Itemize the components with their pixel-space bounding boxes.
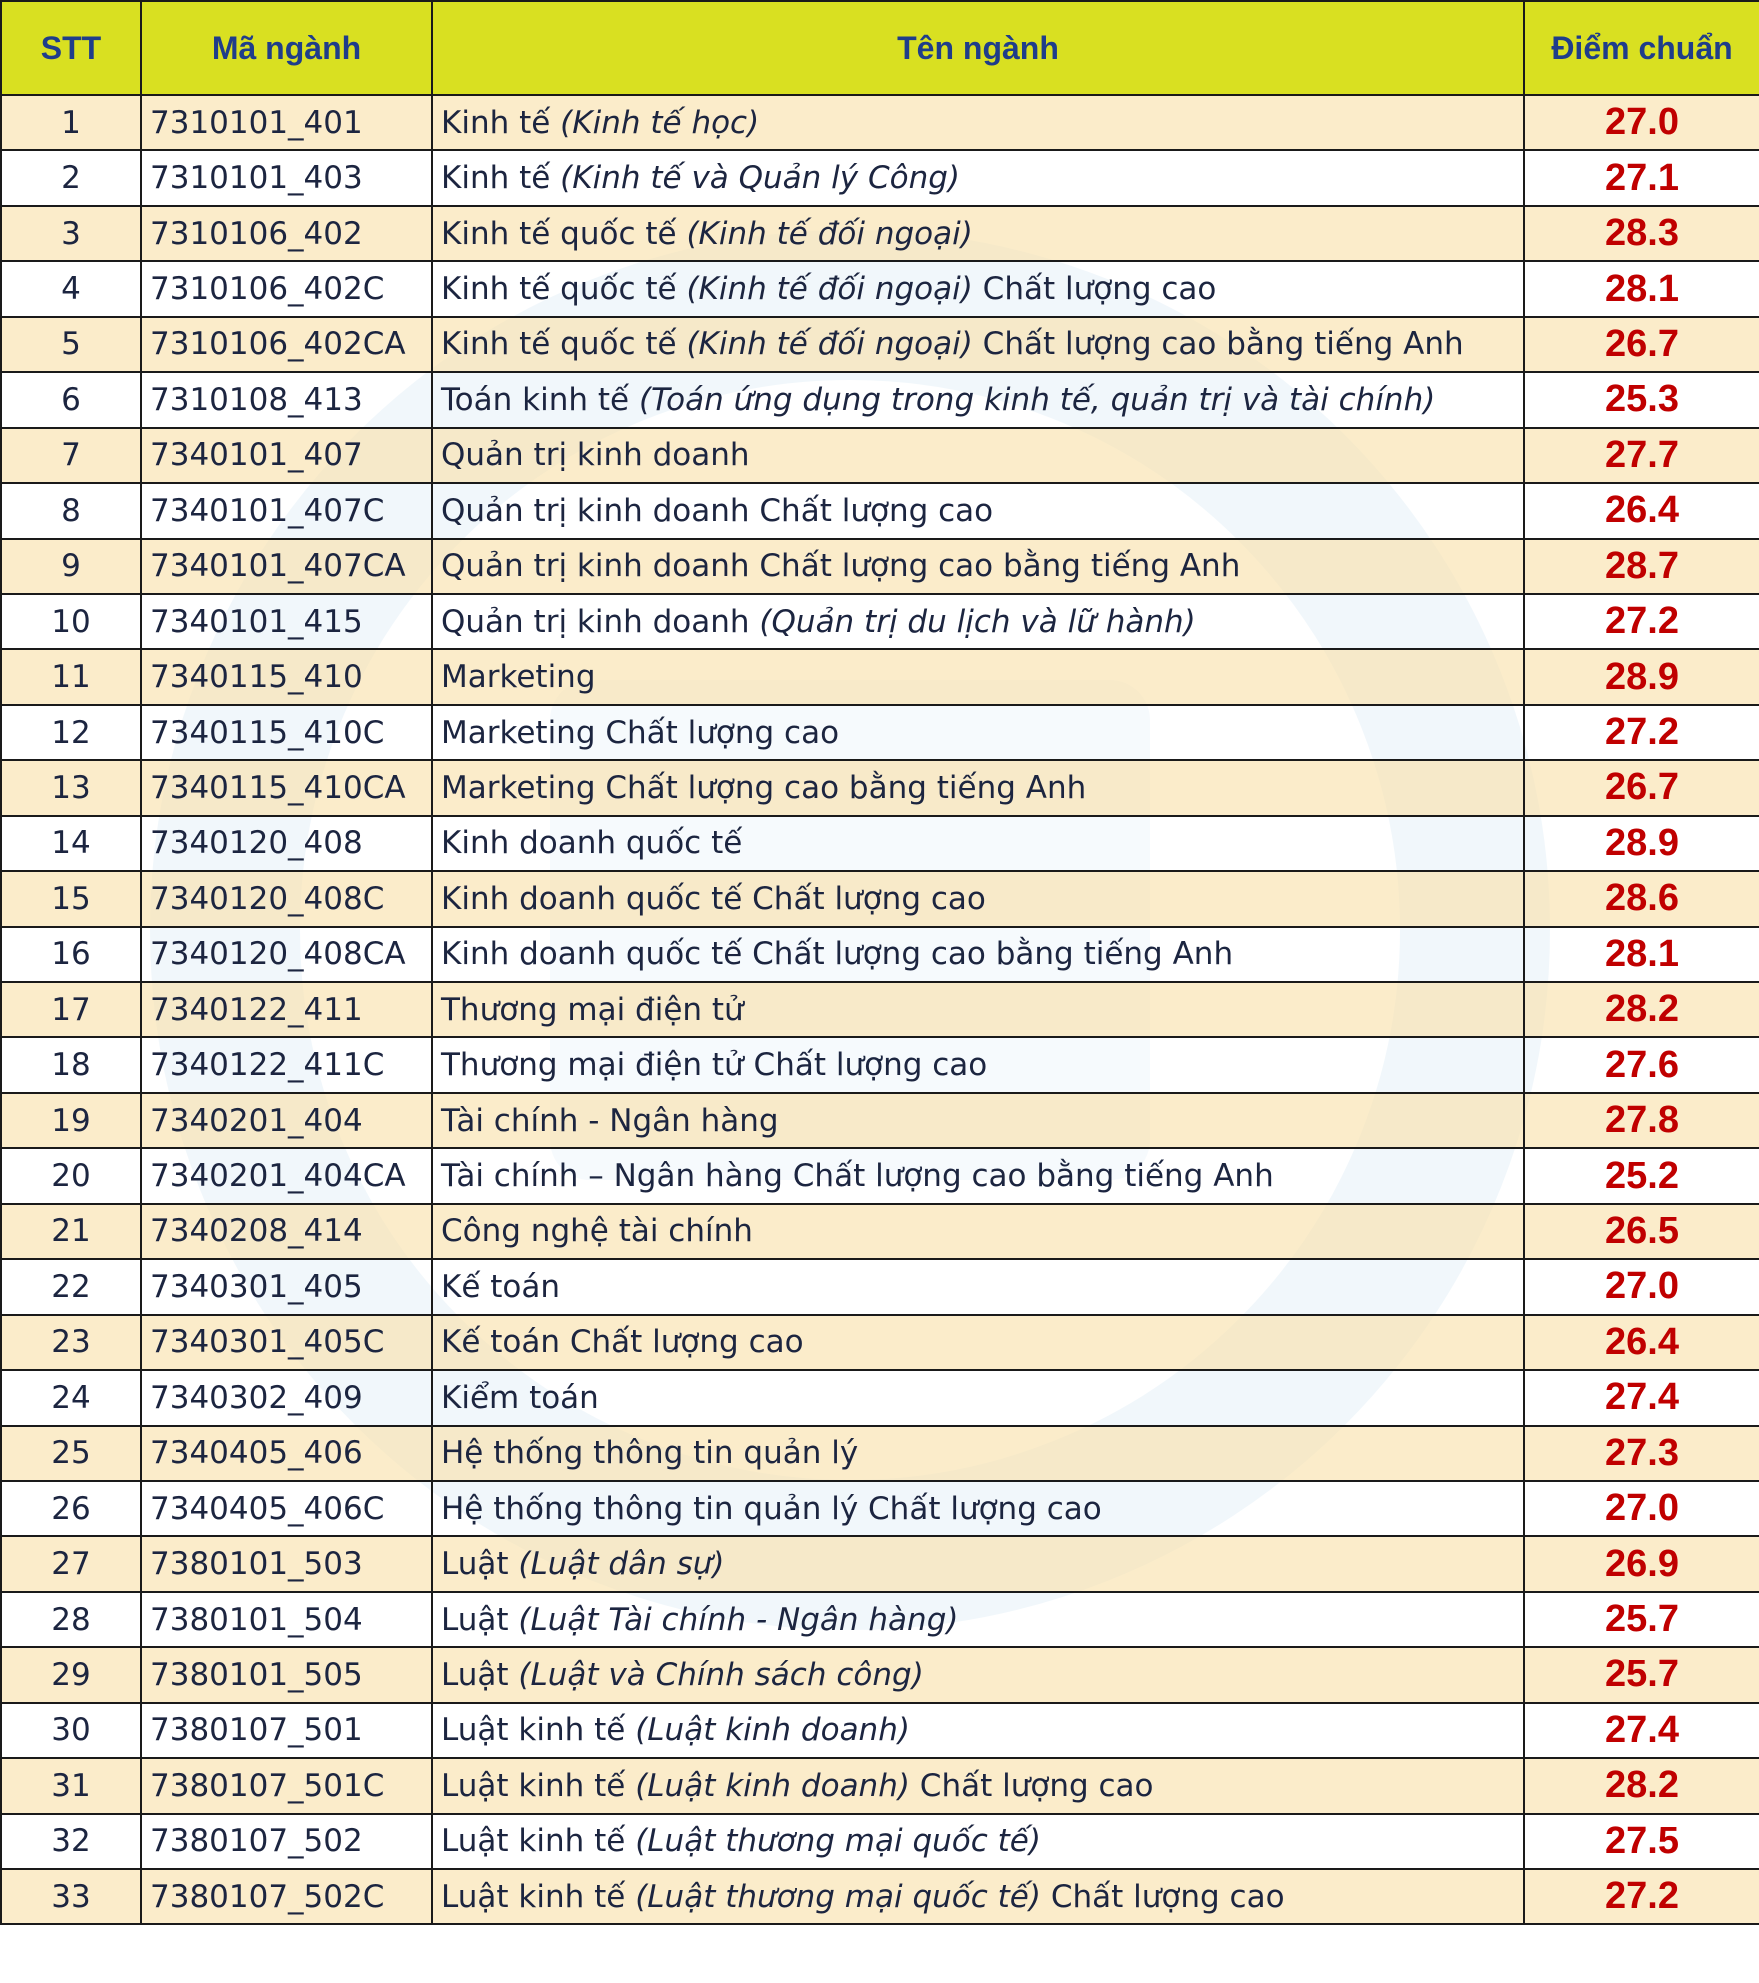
row-name-note: (Luật và Chính sách công) xyxy=(518,1656,924,1693)
row-name-note: (Toán ứng dụng trong kinh tế, quản trị và tài chính) xyxy=(638,381,1436,418)
row-code: 7340201_404CA xyxy=(141,1148,432,1203)
row-name xyxy=(432,1204,1524,1259)
row-score: 28.2 xyxy=(1524,982,1759,1037)
row-code: 7340120_408C xyxy=(141,871,432,926)
row-stt: 23 xyxy=(1,1315,141,1370)
row-name-main: Kinh tế quốc tế xyxy=(441,215,687,252)
row-score: 27.0 xyxy=(1524,95,1759,150)
row-name xyxy=(432,1481,1524,1536)
row-code: 7380107_501 xyxy=(141,1703,432,1758)
table-row xyxy=(1,1592,1759,1647)
row-stt: 2 xyxy=(1,150,141,205)
table-row xyxy=(1,483,1759,538)
row-stt: 21 xyxy=(1,1204,141,1259)
row-name-main: Kinh doanh quốc tế xyxy=(441,825,743,862)
row-stt: 13 xyxy=(1,760,141,815)
row-name-note: (Kinh tế đối ngoại) xyxy=(686,215,973,252)
row-stt: 14 xyxy=(1,816,141,871)
table-row xyxy=(1,1703,1759,1758)
table-row xyxy=(1,1426,1759,1481)
row-name xyxy=(432,649,1524,704)
table-row xyxy=(1,927,1759,982)
row-stt: 6 xyxy=(1,372,141,427)
row-name-main: Quản trị kinh doanh xyxy=(441,437,750,474)
row-name-main: Kinh doanh quốc tế Chất lượng cao bằng tiếng Anh xyxy=(441,936,1234,973)
row-score: 28.6 xyxy=(1524,871,1759,926)
row-code: 7380107_502C xyxy=(141,1869,432,1924)
row-name-note: (Luật Tài chính - Ngân hàng) xyxy=(518,1601,959,1638)
row-name xyxy=(432,150,1524,205)
row-score: 28.2 xyxy=(1524,1758,1759,1813)
row-code: 7340101_407CA xyxy=(141,539,432,594)
table-row xyxy=(1,206,1759,261)
row-score: 27.4 xyxy=(1524,1370,1759,1425)
row-code: 7340208_414 xyxy=(141,1204,432,1259)
row-code: 7340115_410 xyxy=(141,649,432,704)
row-score: 27.1 xyxy=(1524,150,1759,205)
row-stt: 11 xyxy=(1,649,141,704)
row-score: 28.9 xyxy=(1524,649,1759,704)
row-stt: 4 xyxy=(1,261,141,316)
row-name xyxy=(432,1093,1524,1148)
row-code: 7340405_406C xyxy=(141,1481,432,1536)
row-score: 26.4 xyxy=(1524,1315,1759,1370)
row-score: 28.3 xyxy=(1524,206,1759,261)
row-name-main: Luật xyxy=(441,1601,519,1638)
row-code: 7380101_505 xyxy=(141,1647,432,1702)
row-score: 27.3 xyxy=(1524,1426,1759,1481)
row-score: 28.7 xyxy=(1524,539,1759,594)
row-score: 26.5 xyxy=(1524,1204,1759,1259)
row-score: 27.8 xyxy=(1524,1093,1759,1148)
row-code: 7340120_408CA xyxy=(141,927,432,982)
row-name-main: Luật kinh tế xyxy=(441,1878,636,1915)
row-name-main: Luật xyxy=(441,1656,519,1693)
row-name-note: (Luật thương mại quốc tế) xyxy=(635,1878,1041,1915)
row-name-suffix: Chất lượng cao xyxy=(1040,1878,1285,1915)
row-code: 7340101_407 xyxy=(141,428,432,483)
table-row xyxy=(1,1037,1759,1092)
row-code: 7310106_402C xyxy=(141,261,432,316)
table-row xyxy=(1,1259,1759,1314)
table-row xyxy=(1,1204,1759,1259)
row-code: 7340101_415 xyxy=(141,594,432,649)
table-row xyxy=(1,1148,1759,1203)
row-name-main: Hệ thống thông tin quản lý Chất lượng cao xyxy=(441,1490,1102,1527)
table-row xyxy=(1,428,1759,483)
row-name xyxy=(432,594,1524,649)
row-score: 26.7 xyxy=(1524,317,1759,372)
row-name-main: Marketing xyxy=(441,659,596,696)
row-score: 26.7 xyxy=(1524,760,1759,815)
row-name xyxy=(432,705,1524,760)
row-name xyxy=(432,1703,1524,1758)
row-name-note: (Kinh tế học) xyxy=(560,104,760,141)
row-name-note: (Kinh tế đối ngoại) xyxy=(686,271,973,308)
row-name-suffix: Chất lượng cao bằng tiếng Anh xyxy=(972,326,1464,363)
row-code: 7310106_402CA xyxy=(141,317,432,372)
row-stt: 17 xyxy=(1,982,141,1037)
table-row xyxy=(1,539,1759,594)
row-stt: 3 xyxy=(1,206,141,261)
row-name-suffix: Chất lượng cao xyxy=(909,1767,1154,1804)
table-row xyxy=(1,317,1759,372)
row-name xyxy=(432,317,1524,372)
row-name xyxy=(432,1259,1524,1314)
row-stt: 7 xyxy=(1,428,141,483)
row-name xyxy=(432,1315,1524,1370)
row-code: 7340405_406 xyxy=(141,1426,432,1481)
row-stt: 10 xyxy=(1,594,141,649)
table-row xyxy=(1,1647,1759,1702)
row-name-main: Luật kinh tế xyxy=(441,1767,636,1804)
table-row xyxy=(1,1481,1759,1536)
row-score: 27.0 xyxy=(1524,1259,1759,1314)
row-name-main: Hệ thống thông tin quản lý xyxy=(441,1435,859,1472)
table-row xyxy=(1,150,1759,205)
row-code: 7380101_504 xyxy=(141,1592,432,1647)
row-score: 25.2 xyxy=(1524,1148,1759,1203)
row-stt: 12 xyxy=(1,705,141,760)
row-score: 25.7 xyxy=(1524,1592,1759,1647)
row-score: 27.6 xyxy=(1524,1037,1759,1092)
table-row xyxy=(1,1869,1759,1924)
table-row xyxy=(1,649,1759,704)
row-name xyxy=(432,982,1524,1037)
row-name xyxy=(432,1148,1524,1203)
row-name xyxy=(432,1592,1524,1647)
row-name-main: Thương mại điện tử Chất lượng cao xyxy=(441,1047,988,1084)
row-name-main: Quản trị kinh doanh Chất lượng cao xyxy=(441,492,994,529)
row-stt: 24 xyxy=(1,1370,141,1425)
row-name-suffix: Chất lượng cao xyxy=(972,271,1217,308)
header-row xyxy=(1,1,1759,95)
row-name xyxy=(432,927,1524,982)
table-row xyxy=(1,982,1759,1037)
row-name-main: Marketing Chất lượng cao xyxy=(441,714,840,751)
row-name-main: Luật kinh tế xyxy=(441,1823,636,1860)
row-name xyxy=(432,261,1524,316)
row-code: 7340115_410CA xyxy=(141,760,432,815)
row-stt: 19 xyxy=(1,1093,141,1148)
row-stt: 8 xyxy=(1,483,141,538)
row-name-main: Kiểm toán xyxy=(441,1379,599,1416)
row-stt: 26 xyxy=(1,1481,141,1536)
row-stt: 25 xyxy=(1,1426,141,1481)
row-name xyxy=(432,1869,1524,1924)
table-row xyxy=(1,1814,1759,1869)
row-code: 7340302_409 xyxy=(141,1370,432,1425)
header-score: Điểm chuẩn xyxy=(1524,1,1759,95)
table-row xyxy=(1,1536,1759,1591)
row-name xyxy=(432,1370,1524,1425)
row-stt: 18 xyxy=(1,1037,141,1092)
row-stt: 16 xyxy=(1,927,141,982)
row-stt: 31 xyxy=(1,1758,141,1813)
header-name: Tên ngành xyxy=(432,1,1524,95)
row-stt: 33 xyxy=(1,1869,141,1924)
row-name-main: Luật xyxy=(441,1546,519,1583)
row-stt: 22 xyxy=(1,1259,141,1314)
header-stt: STT xyxy=(1,1,141,95)
row-name-main: Kế toán xyxy=(441,1268,561,1305)
row-score: 26.9 xyxy=(1524,1536,1759,1591)
table-row xyxy=(1,594,1759,649)
row-code: 7340101_407C xyxy=(141,483,432,538)
table-row xyxy=(1,372,1759,427)
table-row xyxy=(1,261,1759,316)
row-name xyxy=(432,871,1524,926)
row-name-note: (Luật thương mại quốc tế) xyxy=(635,1823,1041,1860)
row-name xyxy=(432,372,1524,427)
row-score: 27.5 xyxy=(1524,1814,1759,1869)
row-name-main: Quản trị kinh doanh xyxy=(441,603,760,640)
table-row xyxy=(1,705,1759,760)
header-code: Mã ngành xyxy=(141,1,432,95)
table-row xyxy=(1,816,1759,871)
row-code: 7340201_404 xyxy=(141,1093,432,1148)
row-code: 7380101_503 xyxy=(141,1536,432,1591)
table-row xyxy=(1,1315,1759,1370)
row-code: 7310106_402 xyxy=(141,206,432,261)
row-name xyxy=(432,1647,1524,1702)
row-stt: 32 xyxy=(1,1814,141,1869)
row-name-main: Kinh tế xyxy=(441,104,561,141)
row-stt: 9 xyxy=(1,539,141,594)
table-row xyxy=(1,1758,1759,1813)
row-name xyxy=(432,1536,1524,1591)
row-score: 27.4 xyxy=(1524,1703,1759,1758)
row-name-main: Công nghệ tài chính xyxy=(441,1213,753,1250)
row-stt: 27 xyxy=(1,1536,141,1591)
row-name-note: (Luật kinh doanh) xyxy=(635,1767,910,1804)
row-name-note: (Quản trị du lịch và lữ hành) xyxy=(759,603,1196,640)
row-name-main: Tài chính - Ngân hàng xyxy=(441,1102,779,1139)
row-stt: 20 xyxy=(1,1148,141,1203)
row-stt: 1 xyxy=(1,95,141,150)
row-name xyxy=(432,1426,1524,1481)
row-code: 7380107_502 xyxy=(141,1814,432,1869)
row-score: 28.1 xyxy=(1524,261,1759,316)
row-stt: 15 xyxy=(1,871,141,926)
row-code: 7340122_411C xyxy=(141,1037,432,1092)
row-name-note: (Luật kinh doanh) xyxy=(635,1712,910,1749)
row-name-main: Kinh tế xyxy=(441,160,561,197)
row-name-note: (Luật dân sự) xyxy=(518,1546,725,1583)
row-stt: 30 xyxy=(1,1703,141,1758)
row-name-main: Kinh tế quốc tế xyxy=(441,271,687,308)
row-name xyxy=(432,428,1524,483)
table-row xyxy=(1,1370,1759,1425)
table-row xyxy=(1,760,1759,815)
row-name xyxy=(432,760,1524,815)
table-row xyxy=(1,95,1759,150)
row-code: 7340122_411 xyxy=(141,982,432,1037)
row-score: 27.7 xyxy=(1524,428,1759,483)
row-code: 7340120_408 xyxy=(141,816,432,871)
row-score: 28.1 xyxy=(1524,927,1759,982)
row-score: 27.2 xyxy=(1524,594,1759,649)
row-score: 27.0 xyxy=(1524,1481,1759,1536)
row-score: 27.2 xyxy=(1524,1869,1759,1924)
row-stt: 29 xyxy=(1,1647,141,1702)
row-name xyxy=(432,816,1524,871)
row-code: 7310108_413 xyxy=(141,372,432,427)
row-score: 28.9 xyxy=(1524,816,1759,871)
row-code: 7310101_401 xyxy=(141,95,432,150)
row-name xyxy=(432,1758,1524,1813)
row-name-main: Kế toán Chất lượng cao xyxy=(441,1324,804,1361)
row-code: 7380107_501C xyxy=(141,1758,432,1813)
row-name-main: Kinh tế quốc tế xyxy=(441,326,687,363)
row-score: 26.4 xyxy=(1524,483,1759,538)
row-name xyxy=(432,1037,1524,1092)
row-name xyxy=(432,483,1524,538)
row-name-main: Toán kinh tế xyxy=(441,381,639,418)
row-code: 7340115_410C xyxy=(141,705,432,760)
table-row xyxy=(1,1093,1759,1148)
row-score: 25.7 xyxy=(1524,1647,1759,1702)
row-code: 7340301_405 xyxy=(141,1259,432,1314)
row-score: 27.2 xyxy=(1524,705,1759,760)
row-name-main: Marketing Chất lượng cao bằng tiếng Anh xyxy=(441,769,1087,806)
row-name-main: Quản trị kinh doanh Chất lượng cao bằng tiếng Anh xyxy=(441,548,1241,585)
row-name xyxy=(432,206,1524,261)
row-score: 25.3 xyxy=(1524,372,1759,427)
row-name xyxy=(432,539,1524,594)
row-name-note: (Kinh tế và Quản lý Công) xyxy=(560,160,961,197)
row-name-main: Tài chính – Ngân hàng Chất lượng cao bằng tiếng Anh xyxy=(441,1158,1274,1195)
row-name-note: (Kinh tế đối ngoại) xyxy=(686,326,973,363)
row-stt: 28 xyxy=(1,1592,141,1647)
row-name xyxy=(432,1814,1524,1869)
row-name xyxy=(432,95,1524,150)
row-code: 7310101_403 xyxy=(141,150,432,205)
row-name-main: Luật kinh tế xyxy=(441,1712,636,1749)
row-name-main: Thương mại điện tử xyxy=(441,991,744,1028)
row-code: 7340301_405C xyxy=(141,1315,432,1370)
row-stt: 5 xyxy=(1,317,141,372)
table-row xyxy=(1,871,1759,926)
row-name-main: Kinh doanh quốc tế Chất lượng cao xyxy=(441,880,986,917)
